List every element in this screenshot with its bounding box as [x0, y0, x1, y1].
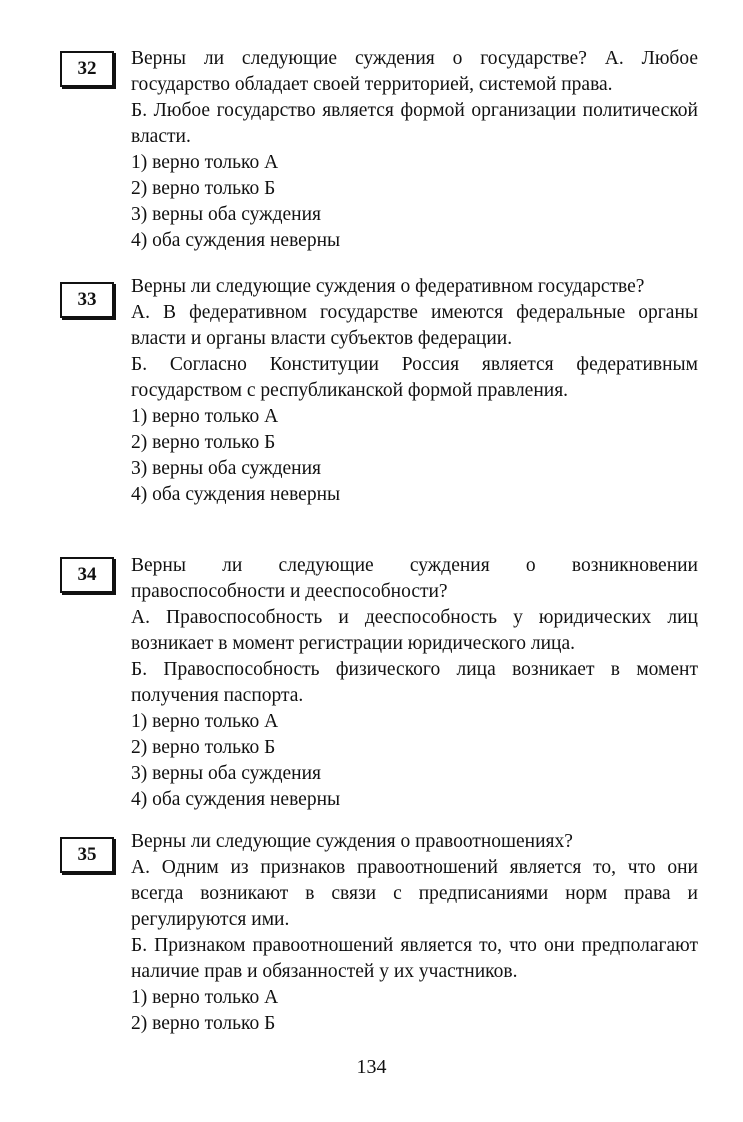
task-question: Верны ли следующие суждения о федеративном государстве?: [131, 276, 645, 297]
answer-option-3: 3) верны оба суждения: [131, 763, 322, 784]
task-question: Верны ли следующие суждения о возникновении правоспособности и дееспособности?: [131, 555, 698, 602]
page-number: 134: [356, 1056, 387, 1078]
task-statement-b: Б. Правоспособность физического лица возникает в момент получения паспорта.: [131, 659, 698, 706]
answer-option-3: 3) верны оба суждения: [131, 458, 322, 479]
answer-option-1: 1) верно только А: [131, 987, 279, 1008]
task-body: [131, 274, 698, 508]
task-number-box: 33: [60, 282, 114, 318]
task-question: Верны ли следующие суждения о правоотношениях?: [131, 831, 573, 852]
answer-option-2: 2) верно только Б: [131, 1013, 276, 1034]
task-body: [131, 829, 698, 1037]
answer-option-2: 2) верно только Б: [131, 178, 276, 199]
task-number-box: 34: [60, 557, 114, 593]
task-statement-a: А. Правоспособность и дееспособность у юридических лиц возникает в момент регистрации юридического лица.: [131, 607, 698, 654]
task-statement-a: А. В федеративном государстве имеются федеральные органы власти и органы власти субъектов федерации.: [131, 302, 698, 349]
answer-option-1: 1) верно только А: [131, 406, 279, 427]
answer-option-4: 4) оба суждения неверны: [131, 484, 341, 505]
task-question: Верны ли следующие суждения о государстве? А. Любое государство обладает своей территорией, системой права.: [131, 48, 698, 95]
answer-option-4: 4) оба суждения неверны: [131, 789, 341, 810]
task-statement-a: А. Одним из признаков правоотношений является то, что они всегда возникают в связи с предписаниями норм права и регулируются ими.: [131, 857, 698, 930]
task-number-box: 35: [60, 837, 114, 873]
task-number-box: 32: [60, 51, 114, 87]
task-body: [131, 46, 698, 254]
task-statement-b: Б. Согласно Конституции Россия является федеративным государством с республиканской формой правления.: [131, 354, 698, 401]
answer-option-1: 1) верно только А: [131, 711, 279, 732]
answer-option-4: 4) оба суждения неверны: [131, 230, 341, 251]
task-statement-b: Б. Признаком правоотношений является то, что они предполагают наличие прав и обязанностей у их участников.: [131, 935, 698, 982]
answer-option-2: 2) верно только Б: [131, 737, 276, 758]
task-body: [131, 553, 698, 813]
answer-option-3: 3) верны оба суждения: [131, 204, 322, 225]
task-statement-b: Б. Любое государство является формой организации политической власти.: [131, 100, 698, 147]
answer-option-1: 1) верно только А: [131, 152, 279, 173]
answer-option-2: 2) верно только Б: [131, 432, 276, 453]
